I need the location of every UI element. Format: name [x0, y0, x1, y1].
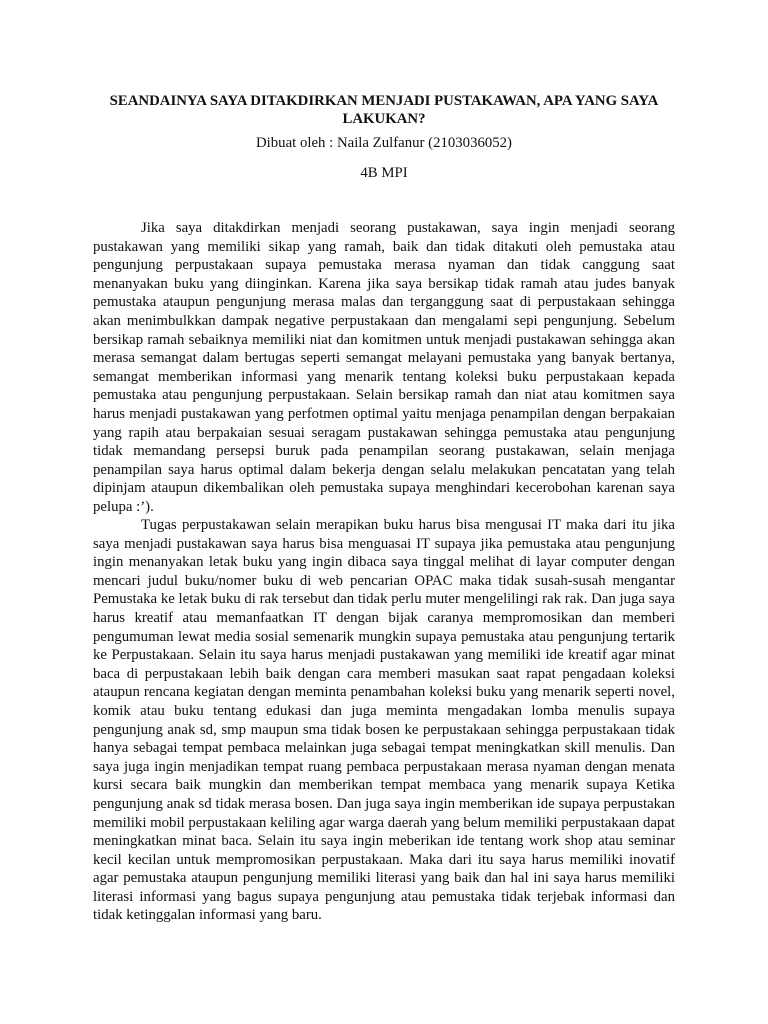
- document-title: SEANDAINYA SAYA DITAKDIRKAN MENJADI PUSTAKAWAN, APA YANG SAYA LAKUKAN?: [109, 93, 659, 127]
- author-line: Dibuat oleh : Naila Zulfanur (2103036052): [255, 135, 512, 151]
- body-paragraph-2: Tugas perpustakawan selain merapikan buku harus bisa mengusai IT maka dari itu jika saya menjadi pustakawan saya harus bisa menguasai IT supaya jika pemustaka atau pengunjung ingin menanyakan letak buku yang ingin dibaca saya tinggal melihat di layar computer dengan mencari judul buku/nomer buku di web pencarian OPAC maka tidak susah-susah mengantar Pemustaka ke letak buku di rak tersebut dan tidak perlu muter mengelilingi rak rak. Dan juga saya harus kreatif atau memanfaatkan IT dengan bijak caranya mempromosikan dan memberi pengumuman lewat media sosial semenarik mungkin supaya pemustaka atau pengunjung tertarik ke Perpustakaan. Selain itu saya harus menjadi pustakawan yang memiliki ide kreatif agar minat baca di perpustakaan lebih baik dengan cara memberi masukan saat rapat pengadaan koleksi ataupun rencana kegiatan dengan meminta penambahan koleksi buku yang menarik seperti novel, komik atau buku tentang edukasi dan juga meminta mengadakan lomba menulis supaya pengunjung anak sd, smp maupun sma tidak bosen ke perpustakaan sehingga perpustakaan tidak hanya sebagai tempat pembaca melainkan juga sebagai tempat meningkatkan skill menulis. Dan saya juga ingin menjadikan tempat ruang pembaca perpustakaan merasa nyaman dengan menata kursi secara baik mungkin dan memberikan tempat membaca yang menarik supaya Ketika pengunjung anak sd tidak merasa bosen. Dan juga saya ingin memberikan ide supaya perpustakan memiliki mobil perpustakaan keliling agar warga daerah yang belum memiliki perpustakaan dapat meningkatkan minat baca. Selain itu saya ingin meberikan ide tentang work shop atau seminar kecil kecilan untuk mempromosikan perpustakaan. Maka dari itu saya harus memiliki inovatif agar pemustaka ataupun pengunjung memiliki literasi yang baik dan hal ini saya harus memiliki literasi informasi yang bagus supaya pengunjung atau pemustaka tidak terjebak informasi dan tidak ketinggalan informasi yang baru.: [93, 517, 675, 924]
- class-line: 4B MPI: [360, 165, 408, 181]
- body-paragraph-1: Jika saya ditakdirkan menjadi seorang pustakawan, saya ingin menjadi seorang pustakawan yang memiliki sikap yang ramah, baik dan tidak ditakuti oleh pemustaka atau pengunjung perpustakaan supaya pemustaka merasa nyaman dan tidak canggung saat menanyakan buku yang diinginkan. Karena jika saya bersikap tidak ramah atau judes banyak pemustaka ataupun pengunjung merasa malas dan terganggung saat di perpustakaan sehingga akan menimbulkkan dampak negative perpustakaan dan mengalami sepi pengunjung. Sebelum bersikap ramah sebaiknya memiliki niat dan komitmen untuk menjadi pustakawan sehingga akan merasa semangat dalam bertugas seperti semangat melayani pemustaka yang banyak bertanya, semangat memberikan informasi yang menarik tentang koleksi buku perpustakaan kepada pemustaka atau pengunjung perpustakaan. Selain bersikap ramah dan niat atau komitmen saya harus menjadi pustakawan yang perfotmen optimal yaitu menjaga penampilan dengan berpakaian yang rapih atau berpakaian sesuai seragam pustakawan sehingga pemustaka atau pengunjung tidak memandang persepsi buruk pada penampilan seorang pustakawan, selain menjaga penampilan saya harus optimal dalam bekerja dengan selalu melakukan pencatatan yang telah dipinjam ataupun dikembalikan oleh pemustaka supaya menghindari kecerobohan karenan saya pelupa :’).: [93, 220, 675, 515]
